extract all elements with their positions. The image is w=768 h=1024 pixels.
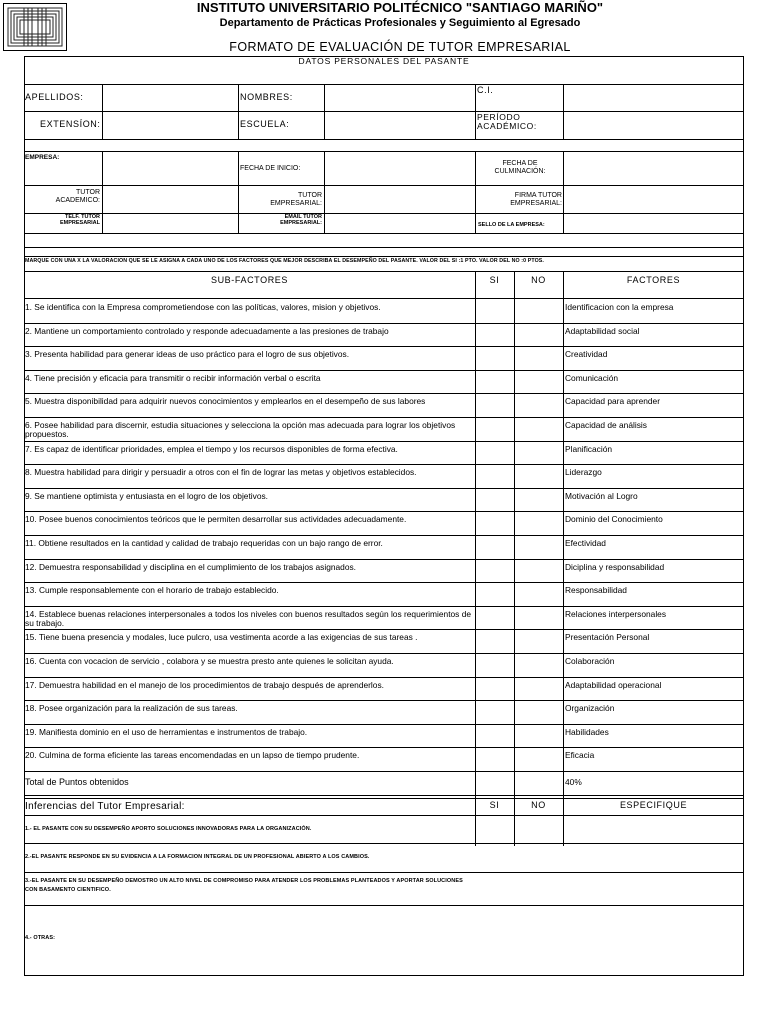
ci-label: C.I. — [477, 85, 494, 95]
si-checkbox-cell[interactable] — [476, 700, 513, 723]
no-checkbox-cell[interactable] — [515, 441, 562, 464]
no-checkbox-cell[interactable] — [515, 488, 562, 511]
factor-text: Planificación — [565, 444, 613, 454]
especifique-header: ESPECIFIQUE — [619, 800, 688, 810]
no-checkbox-cell[interactable] — [515, 653, 562, 676]
inferences-title: Inferencias del Tutor Empresarial: — [25, 801, 185, 812]
fecha-inicio-label: FECHA DE INICIO: — [240, 165, 301, 172]
subfactor-text: 18. Posee organización para la realización de sus tareas. — [25, 703, 238, 713]
email-tutor-label: EMAIL TUTOR EMPRESARIAL: — [280, 214, 322, 227]
no-checkbox-cell[interactable] — [515, 299, 562, 322]
inf-si-header: SI — [489, 800, 500, 810]
tutor-empresarial-label: TUTOR EMPRESARIAL: — [270, 192, 322, 207]
no-checkbox-cell[interactable] — [515, 700, 562, 723]
si-header: SI — [489, 275, 500, 285]
subfactor-text: 7. Es capaz de identificar prioridades, emplea el tiempo y los recursos disponibles de forma efectiva. — [25, 444, 398, 454]
factor-text: Adaptabilidad social — [565, 326, 640, 336]
subfactor-text: 3. Presenta habilidad para generar ideas de uso práctico para el logro de sus objetivos. — [25, 349, 350, 359]
factor-text: Colaboración — [565, 656, 615, 666]
subfactor-text: 9. Se mantiene optimista y entusiasta en el logro de los objetivos. — [25, 491, 269, 501]
form-title: FORMATO DE EVALUACIÓN DE TUTOR EMPRESARIAL — [229, 40, 571, 54]
si-checkbox-cell[interactable] — [476, 323, 513, 346]
subfactor-text: 8. Muestra habilidad para dirigir y persuadir a otros con el fin de lograr las metas y objetivos establecidos. — [25, 467, 417, 477]
factor-text: Comunicación — [565, 373, 619, 383]
no-checkbox-cell[interactable] — [515, 582, 562, 605]
factor-text: Identificacion con la empresa — [565, 302, 674, 312]
factor-text: Presentación Personal — [565, 632, 650, 642]
si-checkbox-cell[interactable] — [476, 464, 513, 487]
si-checkbox-cell[interactable] — [476, 511, 513, 534]
institution-logo-icon — [3, 3, 67, 51]
si-checkbox-cell[interactable] — [476, 559, 513, 582]
subfactor-text: 1. Se identifica con la Empresa comprometiendose con las políticas, valores, mision y objetivos. — [25, 302, 381, 312]
fecha-culminacion-label: FECHA DE CULMINACIÓN: — [494, 160, 546, 175]
si-checkbox-cell[interactable] — [476, 535, 513, 558]
subfactores-header: SUB-FACTORES — [210, 275, 289, 285]
escuela-label: ESCUELA: — [240, 119, 290, 129]
factor-text: Capacidad de análisis — [565, 420, 647, 430]
factor-text: Relaciones interpersonales — [565, 609, 667, 619]
si-checkbox-cell[interactable] — [476, 299, 513, 322]
factor-text: Diciplina y responsabilidad — [565, 562, 665, 572]
no-checkbox-cell[interactable] — [515, 535, 562, 558]
subfactor-text: 14. Establece buenas relaciones interpersonales a todos los niveles con buenos resultados según los requerimientos de su trabajo. — [25, 609, 472, 628]
no-checkbox-cell[interactable] — [515, 677, 562, 700]
factor-text: Organización — [565, 703, 615, 713]
factor-text: Capacidad para aprender — [565, 396, 660, 406]
subfactor-text: 4. Tiene precisión y eficacia para transmitir o recibir información verbal o escrita — [25, 373, 321, 383]
subfactor-text: 5. Muestra disponibilidad para adquirir nuevos conocimientos y emplearlos en el desempeño de sus labores — [25, 396, 426, 406]
si-checkbox-cell[interactable] — [476, 346, 513, 369]
si-checkbox-cell[interactable] — [476, 582, 513, 605]
extension-label: EXTENSÍON: — [40, 119, 101, 129]
no-checkbox-cell[interactable] — [515, 559, 562, 582]
no-checkbox-cell[interactable] — [515, 323, 562, 346]
instructions-text: MARQUE CON UNA X LA VALORACION QUE SE LE ASIGNA A CADA UNO DE LOS FACTORES QUE MEJOR DESCRIBA EL DESEMPEÑO DEL PASANTE. VALOR DEL SI :1 PTO. VALOR DEL NO :0 PTOS. — [25, 258, 544, 264]
periodo-label: PERÍODO ACADÉMICO: — [477, 112, 537, 132]
subfactor-text: 20. Culmina de forma eficiente las tareas encomendadas en un lapso de tiempo prudente. — [25, 750, 360, 760]
factor-text: Responsabilidad — [565, 585, 627, 595]
subfactor-text: 12. Demuestra responsabilidad y disciplina en el cumplimiento de los trabajos asignados. — [25, 562, 356, 572]
no-checkbox-cell[interactable] — [515, 464, 562, 487]
factor-text: Adaptabilidad operacional — [565, 680, 662, 690]
institution-name: INSTITUTO UNIVERSITARIO POLITÉCNICO "SANTIAGO MARIÑO" — [196, 0, 604, 15]
si-checkbox-cell[interactable] — [476, 370, 513, 393]
subfactor-text: 16. Cuenta con vocacion de servicio , colabora y se muestra presto ante quienes le solicitan ayuda. — [25, 656, 394, 666]
si-checkbox-cell[interactable] — [476, 747, 513, 770]
factor-text: Eficacia — [565, 750, 595, 760]
inference-otras: 4.- OTRAS: — [25, 935, 56, 941]
sello-label: SELLO DE LA EMPRESA: — [478, 222, 545, 228]
no-checkbox-cell[interactable] — [515, 747, 562, 770]
no-checkbox-cell[interactable] — [515, 606, 562, 629]
si-checkbox-cell[interactable] — [476, 441, 513, 464]
subfactor-text: 17. Demuestra habilidad en el manejo de los procedimientos de trabajo después de aprenderlos. — [25, 680, 384, 690]
no-checkbox-cell[interactable] — [515, 393, 562, 416]
si-checkbox-cell[interactable] — [476, 724, 513, 747]
total-factor: 40% — [565, 777, 582, 787]
subfactor-text: 6. Posee habilidad para discernir, estudia situaciones y selecciona la opción mas adecuada para lograr los objetivos propuestos. — [25, 420, 456, 439]
department-name: Departamento de Prácticas Profesionales y Seguimiento al Egresado — [219, 17, 581, 29]
apellidos-label: APELLIDOS: — [25, 92, 84, 102]
no-checkbox-cell[interactable] — [515, 511, 562, 534]
subfactor-text: 11. Obtiene resultados en la cantidad y calidad de trabajo requeridas con un bajo rango de error. — [25, 538, 383, 548]
no-header: NO — [531, 275, 546, 285]
si-checkbox-cell[interactable] — [476, 606, 513, 629]
no-checkbox-cell[interactable] — [515, 629, 562, 652]
no-checkbox-cell[interactable] — [515, 724, 562, 747]
si-checkbox-cell[interactable] — [476, 677, 513, 700]
subfactor-text: 19. Manifiesta dominio en el uso de herramientas e instrumentos de trabajo. — [25, 727, 308, 737]
factores-header: FACTORES — [626, 275, 681, 285]
empresa-label: EMPRESA: — [25, 154, 60, 161]
subfactor-text: 10. Posee buenos conocimientos teóricos que le permiten desarrollar sus actividades adecuadamente. — [25, 514, 407, 524]
factor-text: Habilidades — [565, 727, 609, 737]
section-title: DATOS PERSONALES DEL PASANTE — [298, 56, 470, 66]
subfactor-text: 2. Mantiene un comportamiento controlado y responde adecuadamente a las presiones de trabajo — [25, 326, 389, 336]
no-checkbox-cell[interactable] — [515, 417, 562, 440]
factor-text: Motivación al Logro — [565, 491, 638, 501]
telf-tutor-label: TELF. TUTOR EMPRESARIAL — [59, 214, 100, 227]
si-checkbox-cell[interactable] — [476, 417, 513, 440]
inference-1: 1.- EL PASANTE CON SU DESEMPEÑO APORTO SOLUCIONES INNOVADORAS PARA LA ORGANIZACIÓN. — [25, 826, 312, 832]
factor-text: Dominio del Conocimiento — [565, 514, 663, 524]
firma-tutor-label: FIRMA TUTOR EMPRESARIAL: — [510, 192, 562, 207]
no-checkbox-cell[interactable] — [515, 370, 562, 393]
si-checkbox-cell[interactable] — [476, 488, 513, 511]
subfactor-text: 15. Tiene buena presencia y modales, luce pulcro, usa vestimenta acorde a las exigencias de sus tareas . — [25, 632, 418, 642]
si-checkbox-cell[interactable] — [476, 629, 513, 652]
inference-2: 2.-EL PASANTE RESPONDE EN SU EVIDENCIA A LA FORMACION INTEGRAL DE UN PROFESIONAL ABIERTO A LOS CAMBIOS. — [25, 854, 370, 860]
no-checkbox-cell[interactable] — [515, 346, 562, 369]
nombres-label: NOMBRES: — [240, 92, 293, 102]
tutor-academico-label: TUTOR ACADEMICO: — [55, 189, 100, 204]
factor-text: Creatividad — [565, 349, 608, 359]
factor-text: Efectividad — [565, 538, 606, 548]
total-label: Total de Puntos obtenidos — [25, 777, 129, 787]
si-checkbox-cell[interactable] — [476, 393, 513, 416]
inference-3: 3.-EL PASANTE EN SU DESEMPEÑO DEMOSTRO UN ALTO NIVEL DE COMPROMISO PARA ATENDER LOS PROBLEMAS PLANTEADOS Y APORTAR SOLUCIONES CON BASAMENTO CIENTIFICO. — [25, 878, 463, 893]
inf-no-header: NO — [531, 800, 546, 810]
subfactor-text: 13. Cumple responsablemente con el horario de trabajo establecido. — [25, 585, 279, 595]
factor-text: Liderazgo — [565, 467, 602, 477]
si-checkbox-cell[interactable] — [476, 653, 513, 676]
